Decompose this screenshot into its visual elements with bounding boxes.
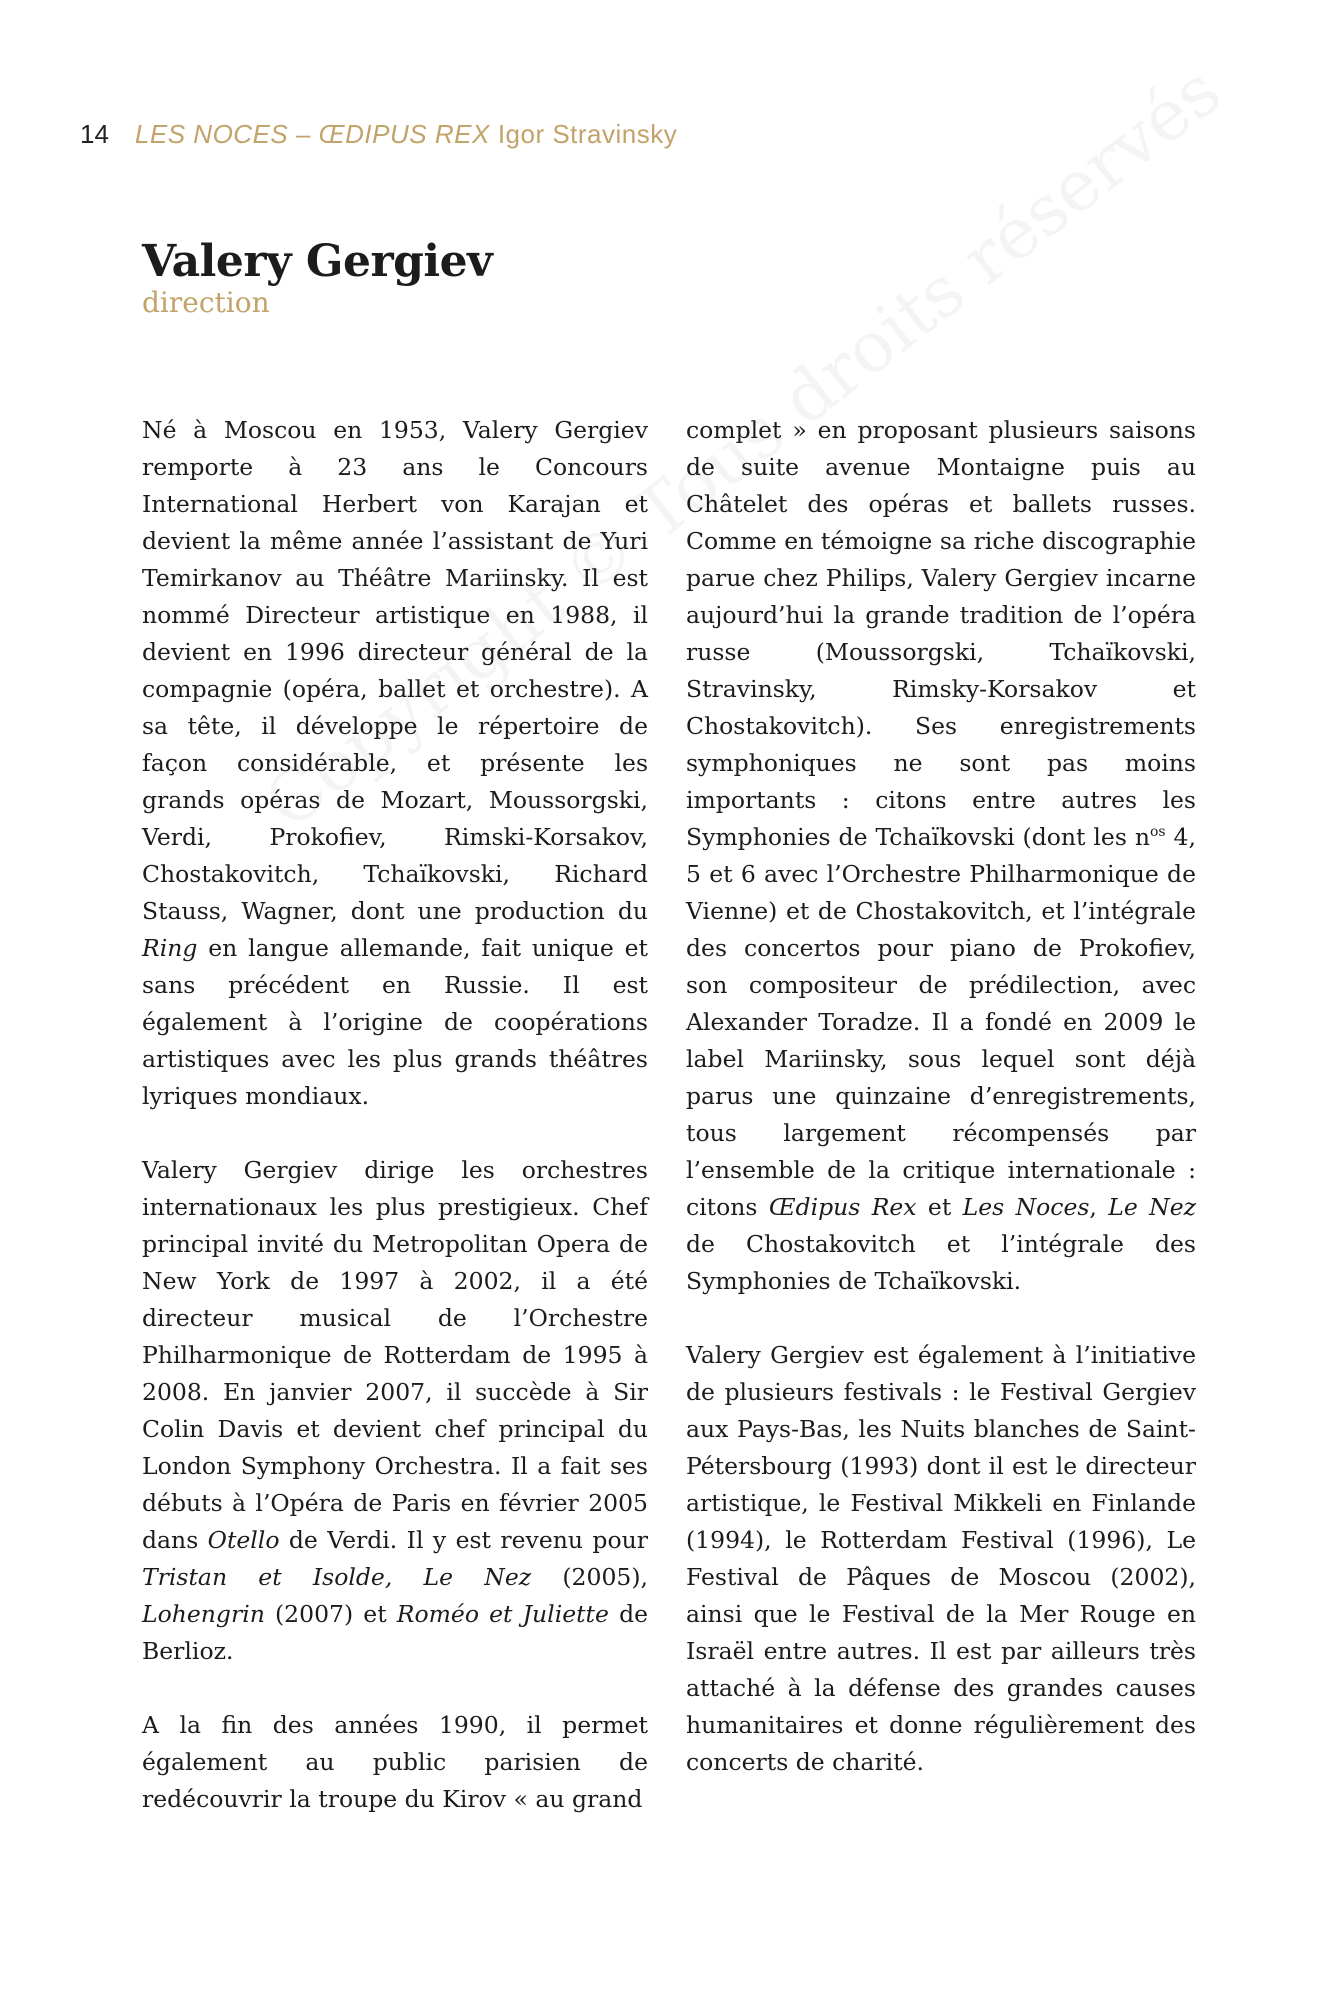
running-title: LES NOCES – ŒDIPUS REX — [134, 119, 490, 149]
paragraph: Né à Moscou en 1953, Valery Gergiev remporte à 23 ans le Concours International Herbert von Karajan et devient la même année l’assistant de Yuri Temirkanov au Théâtre Mariinsky. Il est nommé Directeur artistique en 1988, il devient en 1996 directeur général de la compagnie (opéra, ballet et orchestre). A sa tête, il développe le répertoire de façon considérable, et présente les grands opéras de Mozart, Moussorgski, Verdi, Prokofiev, Rimski-Korsakov, Chostakovitch, Tchaïkovski, Richard Stauss, Wagner, dont une production du Ring en langue allemande, fait unique et sans précédent en Russie. Il est également à l’origine de coopérations artistiques avec les plus grands théâtres lyriques mondiaux. — [142, 416, 648, 1110]
paragraph: A la fin des années 1990, il permet également au public parisien de redécouvrir la troupe du Kirov « au grand — [142, 1711, 648, 1813]
artist-role: direction — [142, 286, 270, 319]
paragraph: Valery Gergiev dirige les orchestres internationaux les plus prestigieux. Chef principal invité du Metropolitan Opera de New York de 1997 à 2002, il a été directeur musical de l’Orchestre Philharmonique de Rotterdam de 1995 à 2008. En janvier 2007, il succède à Sir Colin Davis et devient chef principal du London Symphony Orchestra. Il a fait ses débuts à l’Opéra de Paris en février 2005 dans Otello de Verdi. Il y est revenu pour Tristan et Isolde, Le Nez (2005), Lohengrin (2007) et Roméo et Juliette de Berlioz. — [142, 1156, 649, 1665]
artist-name: Valery Gergiev — [142, 236, 493, 287]
text-column-left — [142, 412, 648, 1818]
page-number: 14 — [80, 119, 109, 149]
paragraph: Valery Gergiev est également à l’initiative de plusieurs festivals : le Festival Gergiev aux Pays-Bas, les Nuits blanches de Saint-Pétersbourg (1993) dont il est le directeur artistique, le Festival Mikkeli en Finlande (1994), le Rotterdam Festival (1996), Le Festival de Pâques de Moscou (2002), ainsi que le Festival de la Mer Rouge en Israël entre autres. Il est par ailleurs très attaché à la défense des grandes causes humanitaires et donne régulièrement des concerts de charité. — [686, 1341, 1196, 1776]
text-column-right — [686, 412, 1196, 1781]
running-composer: Igor Stravinsky — [497, 119, 678, 149]
paragraph: complet » en proposant plusieurs saisons de suite avenue Montaigne puis au Châtelet des opéras et ballets russes. Comme en témoigne sa riche discographie parue chez Philips, Valery Gergiev incarne aujourd’hui la grande tradition de l’opéra russe (Moussorgski, Tchaïkovski, Stravinsky, Rimsky-Korsakov et Chostakovitch). Ses enregistrements symphoniques ne sont pas moins importants : citons entre autres les Symphonies de Tchaïkovski (dont les $n^{os}$ 4, 5 et 6 avec l’Orchestre Philharmonique de Vienne) et de Chostakovitch, et l’intégrale des concertos pour piano de Prokofiev, son compositeur de prédilection, avec Alexander Toradze. Il a fondé en 2009 le label Mariinsky, sous lequel sont déjà parus une quinzaine d’enregistrements, tous largement récompensés par l’ensemble de la critique internationale : citons Œdipus Rex et Les Noces, Le Nez de Chostakovitch et l’intégrale des Symphonies de Tchaïkovski. — [686, 416, 1196, 1295]
running-header — [80, 116, 677, 152]
